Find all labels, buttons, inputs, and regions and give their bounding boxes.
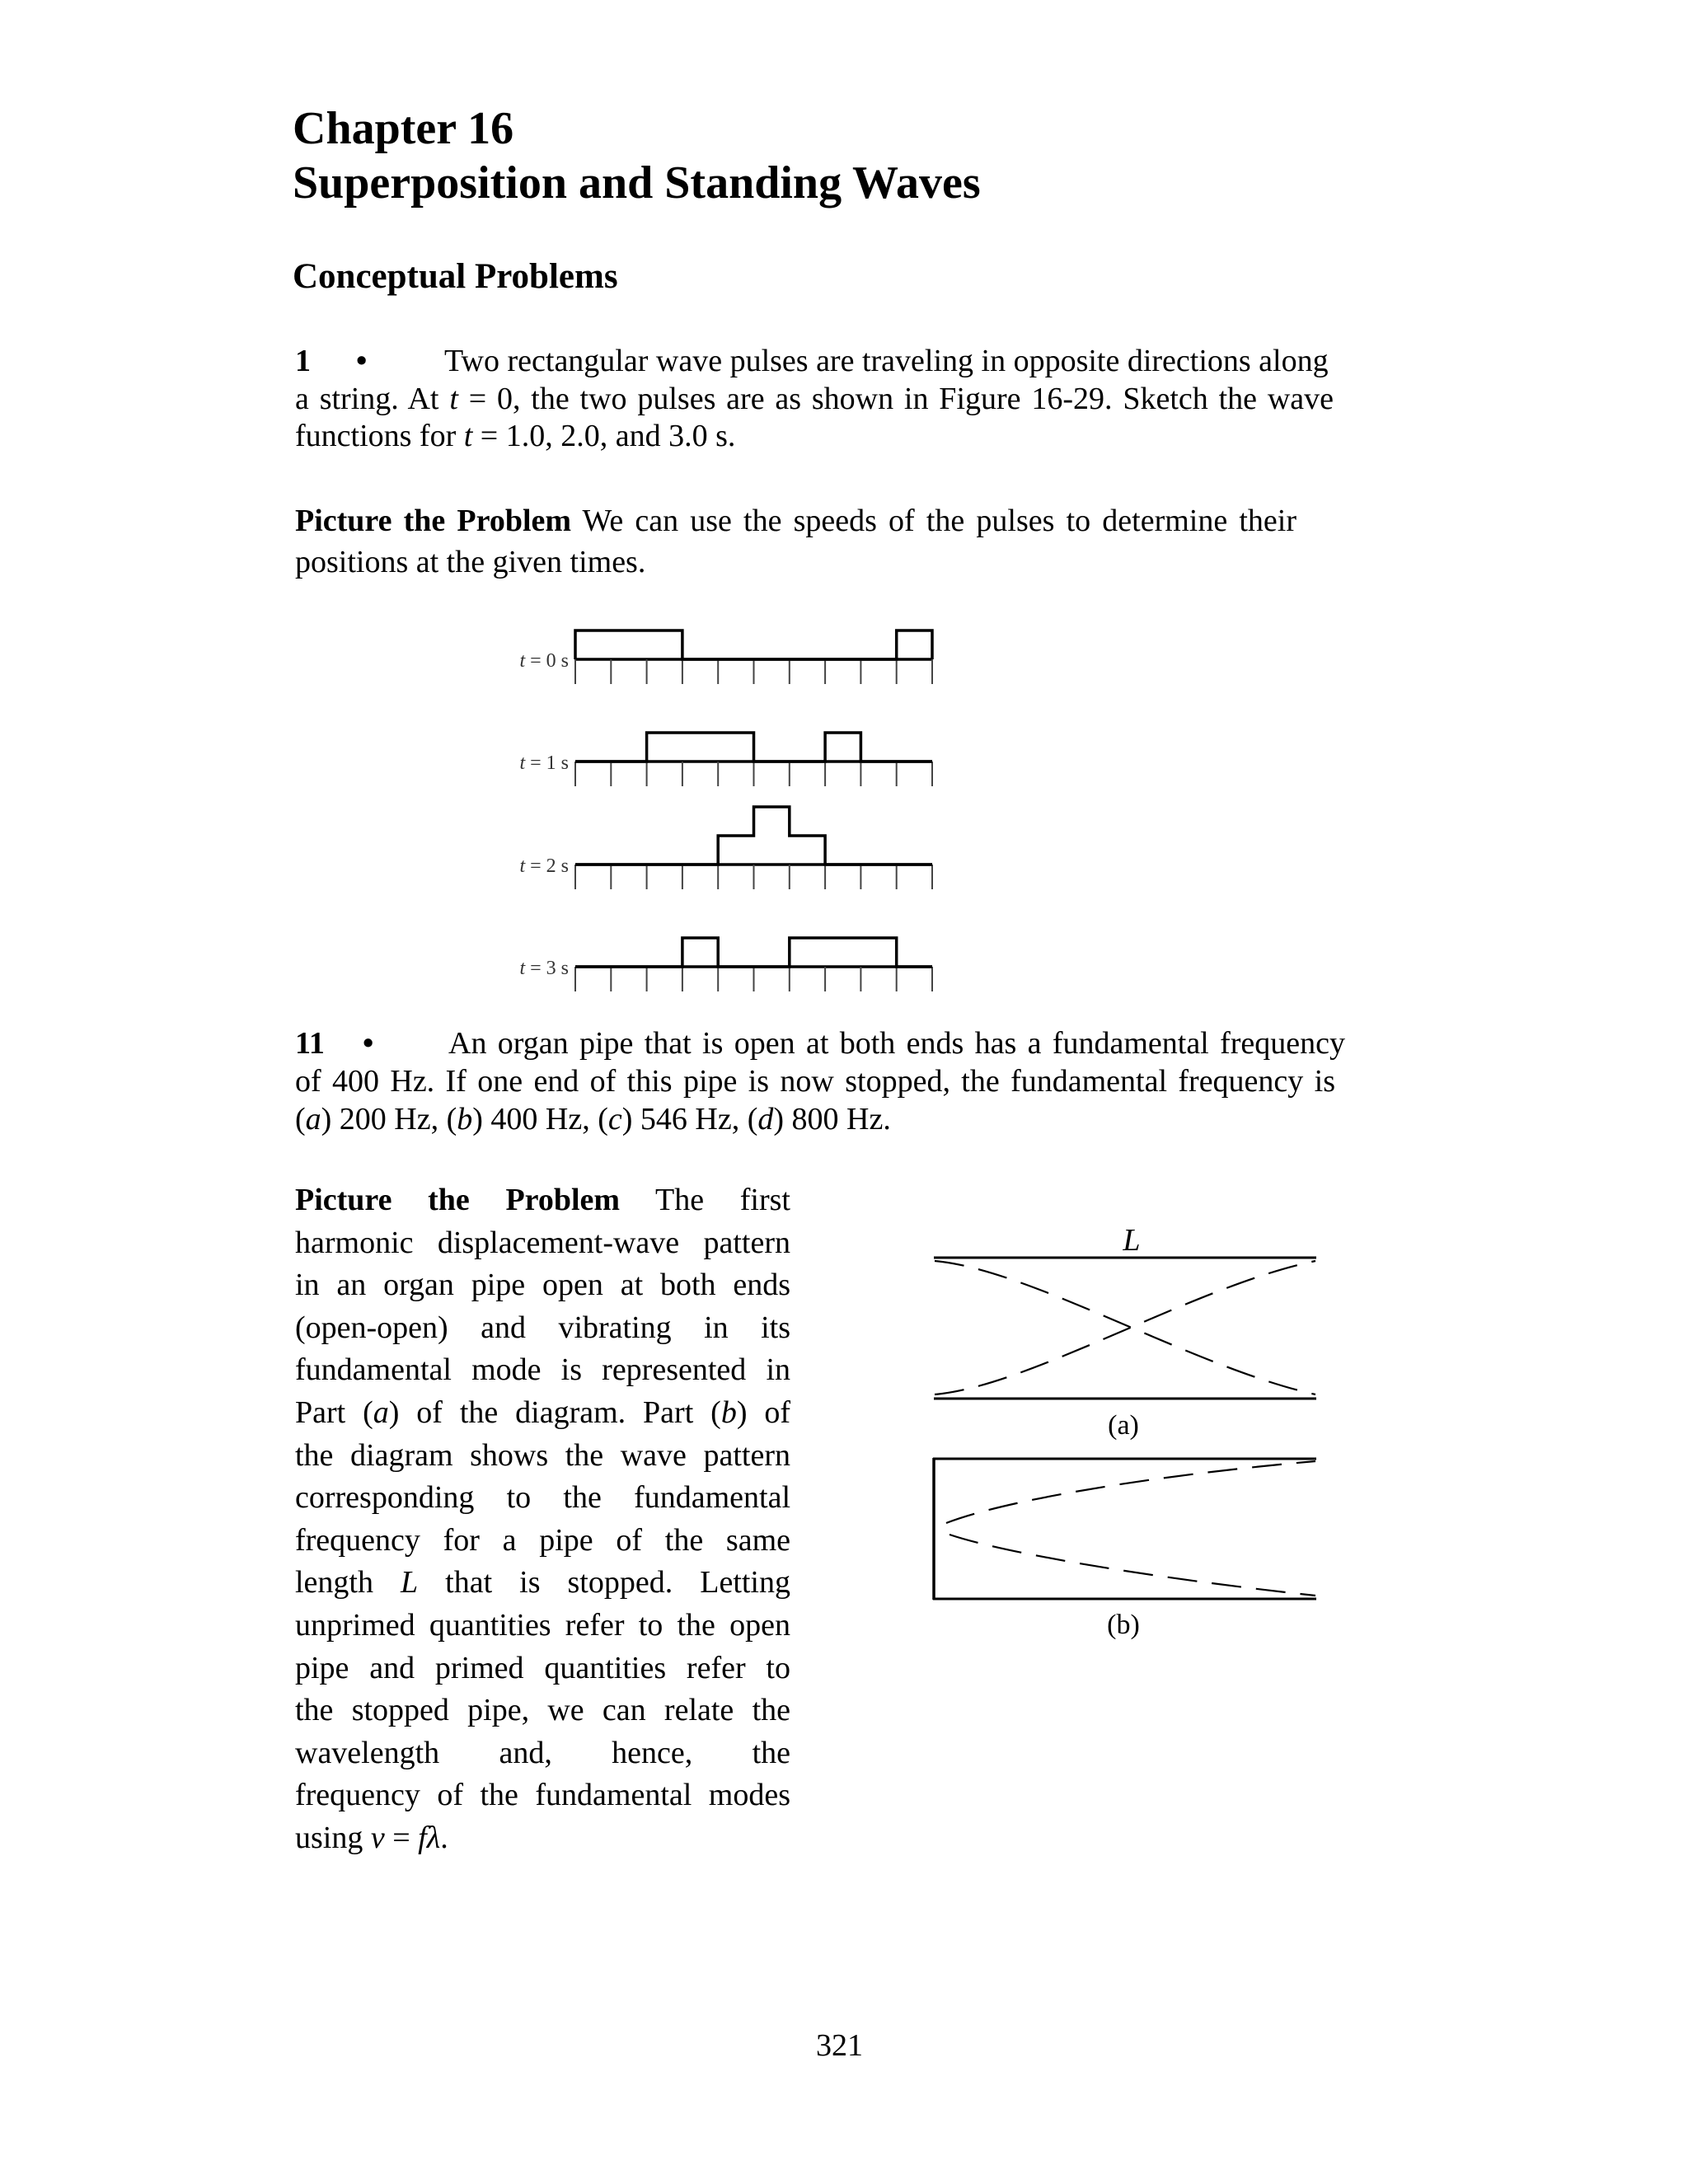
text-run: wavelength and, hence, the bbox=[295, 1735, 790, 1770]
text-run: harmonic displacement-wave pattern bbox=[295, 1225, 790, 1260]
pulse-shape bbox=[575, 630, 932, 659]
chapter-title: Superposition and Standing Waves bbox=[293, 157, 981, 209]
problem-1-number: 1 bbox=[295, 344, 311, 378]
text-run: ) 400 Hz, ( bbox=[472, 1102, 608, 1137]
section-heading: Conceptual Problems bbox=[293, 257, 618, 296]
text-line bbox=[295, 1607, 790, 1644]
text-line bbox=[295, 1225, 790, 1262]
time-symbol: t bbox=[519, 855, 526, 877]
text-line bbox=[295, 1063, 1335, 1100]
text-line bbox=[295, 1522, 790, 1559]
pipe-b-wave-lower bbox=[950, 1535, 1315, 1596]
text-run: An organ pipe that is open at both ends has a fundamental frequency bbox=[448, 1026, 1345, 1061]
text-run: Part ( bbox=[295, 1395, 373, 1430]
text-run: ) of the diagram. Part ( bbox=[388, 1395, 721, 1430]
problem-1-bullet: • bbox=[356, 344, 368, 378]
text-run: functions for bbox=[295, 419, 464, 453]
pipe-b-wave-upper bbox=[946, 1461, 1315, 1523]
text-run: (open-open) and vibrating in its bbox=[295, 1310, 790, 1345]
time-label bbox=[519, 855, 569, 877]
text-run: b bbox=[720, 1395, 737, 1430]
pulse-shape bbox=[575, 807, 932, 865]
text-line bbox=[295, 1479, 790, 1516]
text-line bbox=[295, 1394, 790, 1432]
text-run: fundamental mode is represented in bbox=[295, 1352, 790, 1388]
text-run: frequency of the fundamental modes bbox=[295, 1778, 790, 1813]
pulse-figure bbox=[0, 0, 1688, 1030]
text-run: a bbox=[373, 1395, 389, 1430]
text-line bbox=[295, 1735, 790, 1772]
text-run: We can use the speeds of the pulses to determine their bbox=[571, 504, 1296, 538]
text-line bbox=[295, 1650, 790, 1687]
pipe-a-wave-down bbox=[935, 1261, 1315, 1394]
text-run: t bbox=[463, 419, 473, 453]
text-run: ) 546 Hz, ( bbox=[621, 1102, 758, 1137]
text-run: = 0, the two pulses are as shown in Figure 16-29. Sketch the wave bbox=[457, 381, 1334, 416]
text-run: v bbox=[370, 1821, 385, 1855]
text-run: pipe and primed quantities refer to bbox=[295, 1650, 790, 1685]
text-run: . bbox=[440, 1821, 448, 1855]
text-run: t bbox=[449, 381, 458, 416]
pipe-length-label: L bbox=[1123, 1223, 1141, 1258]
text-run: ) 200 Hz, ( bbox=[321, 1102, 457, 1137]
text-run: d bbox=[757, 1102, 774, 1137]
text-run: b bbox=[457, 1102, 473, 1137]
text-line bbox=[295, 1692, 790, 1729]
text-run: in an organ pipe open at both ends bbox=[295, 1268, 790, 1303]
pipe-b-label: (b) bbox=[1107, 1610, 1140, 1640]
chapter-number: Chapter 16 bbox=[293, 103, 514, 154]
time-value: = 0 s bbox=[525, 650, 569, 672]
text-run: a bbox=[305, 1102, 321, 1137]
text-run: The first bbox=[620, 1183, 790, 1217]
problem-11-bullet: • bbox=[363, 1026, 374, 1061]
text-run: using bbox=[295, 1821, 371, 1855]
run-in-heading: Picture the Problem bbox=[295, 504, 572, 538]
time-label bbox=[519, 752, 569, 774]
text-line bbox=[295, 1101, 891, 1138]
time-value: = 3 s bbox=[525, 958, 569, 979]
text-run: of 400 Hz. If one end of this pipe is now stopped, the fundamental frequency is bbox=[295, 1064, 1335, 1099]
time-label bbox=[519, 650, 569, 672]
time-label bbox=[519, 958, 569, 979]
text-run: c bbox=[607, 1102, 622, 1137]
text-line bbox=[295, 1267, 790, 1304]
pipe-a-wave-up bbox=[935, 1261, 1315, 1394]
text-run: fλ bbox=[418, 1821, 441, 1855]
time-symbol: t bbox=[519, 650, 526, 672]
pipe-figure bbox=[907, 1203, 1335, 1648]
text-run: length bbox=[295, 1565, 401, 1601]
text-line bbox=[448, 1025, 1345, 1062]
run-in-heading: Picture the Problem bbox=[295, 1183, 621, 1217]
pulse-shape bbox=[575, 733, 932, 762]
time-symbol: t bbox=[519, 752, 526, 774]
text-line bbox=[295, 1182, 790, 1219]
problem-11-number: 11 bbox=[295, 1026, 325, 1061]
page-number: 321 bbox=[816, 2028, 863, 2063]
text-run: the stopped pipe, we can relate the bbox=[295, 1693, 790, 1728]
time-value: = 2 s bbox=[525, 855, 569, 877]
text-run: ) 800 Hz. bbox=[773, 1102, 891, 1137]
text-run: = bbox=[384, 1821, 419, 1855]
text-line bbox=[295, 1352, 790, 1389]
time-value: = 1 s bbox=[525, 752, 569, 774]
text-line bbox=[295, 1777, 790, 1814]
time-symbol: t bbox=[519, 958, 526, 979]
text-line bbox=[295, 1437, 790, 1474]
text-run: positions at the given times. bbox=[295, 545, 646, 579]
pulse-shape bbox=[575, 938, 932, 967]
text-line bbox=[295, 1564, 790, 1601]
text-run: Two rectangular wave pulses are traveling in opposite directions along bbox=[444, 344, 1329, 378]
pipe-a-label: (a) bbox=[1108, 1410, 1139, 1441]
text-run: unprimed quantities refer to the open bbox=[295, 1608, 790, 1643]
text-line bbox=[295, 1310, 790, 1347]
text-run: frequency for a pipe of the same bbox=[295, 1522, 790, 1558]
text-run: = 1.0, 2.0, and 3.0 s. bbox=[472, 419, 736, 453]
text-line bbox=[295, 1820, 448, 1857]
text-run: the diagram shows the wave pattern bbox=[295, 1437, 790, 1473]
text-run: corresponding to the fundamental bbox=[295, 1480, 790, 1516]
text-run: ( bbox=[295, 1102, 306, 1137]
text-run: L bbox=[401, 1565, 419, 1601]
text-run: that is stopped. Letting bbox=[418, 1565, 790, 1601]
text-run: ) of bbox=[736, 1395, 791, 1430]
text-run: a string. At bbox=[295, 381, 450, 416]
